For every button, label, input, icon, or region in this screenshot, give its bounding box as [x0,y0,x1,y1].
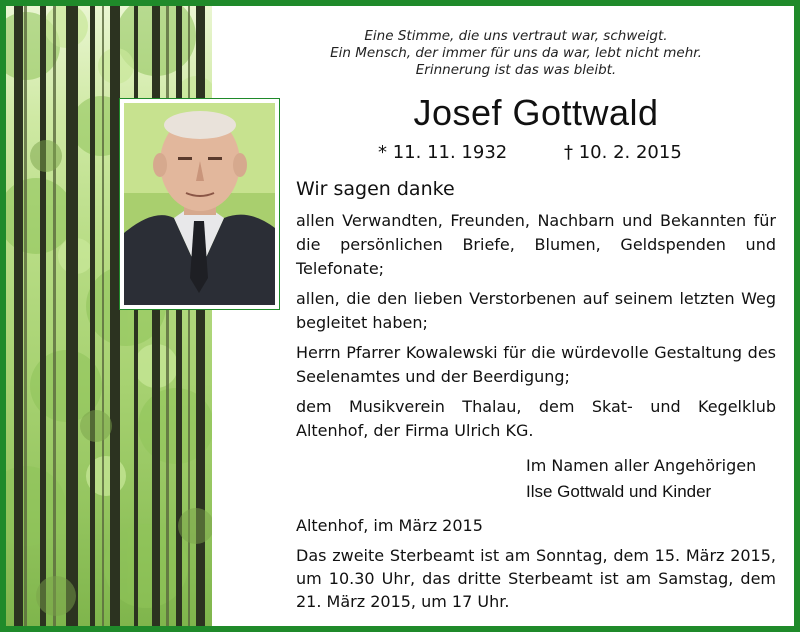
place-date: Altenhof, im März 2015 [296,516,483,535]
thanks-paragraph-relatives: allen Verwandten, Freunden, Nachbarn und Bekannten für die persönlichen Briefe, Blumen, Geldspenden und Telefonate; [296,211,776,278]
signature-family: Ilse Gottwald und Kinder [526,482,712,501]
portrait-photo [119,98,280,310]
signature-intro: Im Namen aller Angehörigen [526,456,757,475]
birth-date: * 11. 11. 1932 [378,142,508,163]
thanks-paragraph-funeral-guests: allen, die den lieben Verstorbenen auf seinem letzten Weg begleitet haben; [296,289,776,332]
thanks-heading: Wir sagen danke [296,178,455,200]
quote-line-1: Eine Stimme, die uns vertraut war, schweigt. [364,28,668,44]
thanks-paragraph-priest: Herrn Pfarrer Kowalewski für die würdevolle Gestaltung des Seelenamtes und der Beerdigung; [296,343,776,386]
death-date: † 10. 2. 2015 [564,142,682,163]
quote-line-3: Erinnerung ist das was bleibt. [415,62,617,78]
thanks-paragraph-clubs: dem Musikverein Thalau, dem Skat- und Kegelklub Altenhof, der Firma Ulrich KG. [296,397,776,440]
deceased-name: Josef Gottwald [413,92,659,133]
requiem-notice: Das zweite Sterbeamt ist am Sonntag, dem 15. März 2015, um 10.30 Uhr, das dritte Sterbeamt ist am Samstag, dem 21. März 2015, um 17 Uhr. [296,546,776,611]
quote-line-2: Ein Mensch, der immer für uns da war, lebt nicht mehr. [330,45,702,61]
